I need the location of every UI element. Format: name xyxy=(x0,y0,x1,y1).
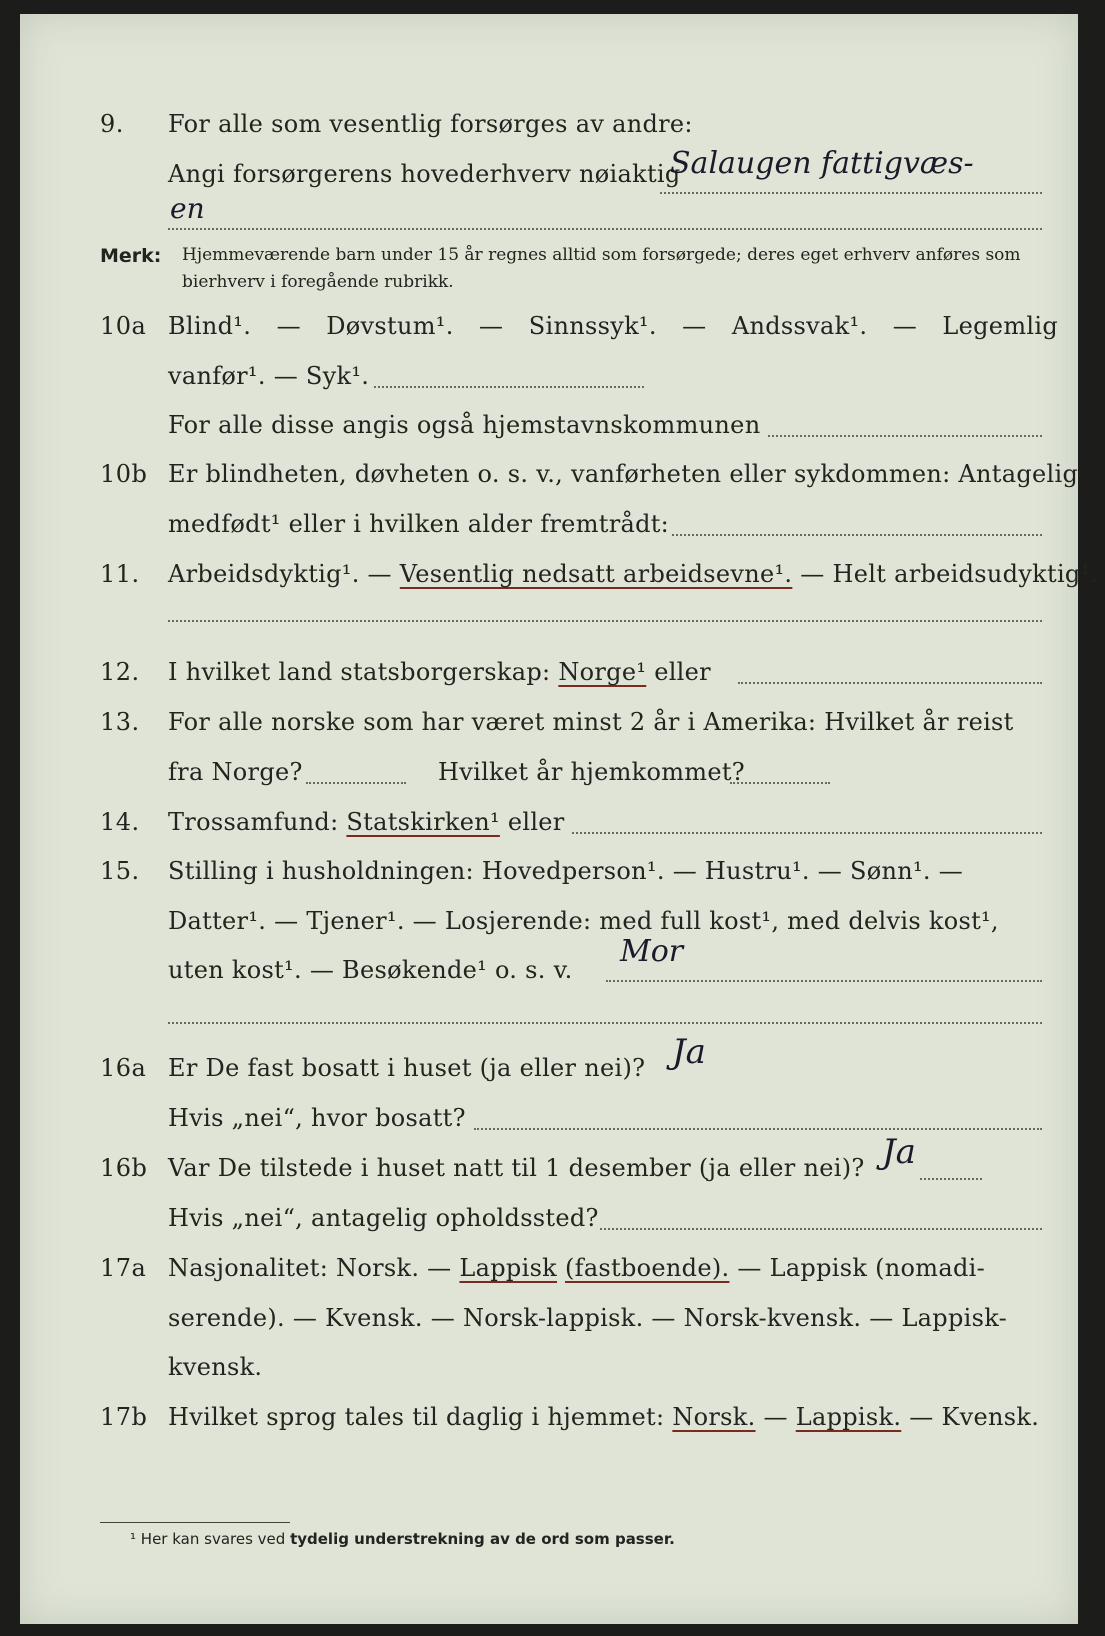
q17b-dash: — xyxy=(763,1403,788,1431)
q13-line2a: fra Norge? xyxy=(168,758,303,786)
q10b-number: 10b xyxy=(100,460,148,488)
footnote-mark: ¹ xyxy=(130,1530,137,1548)
q17b-question: Hvilket sprog tales til daglig i hjemmet: xyxy=(168,1403,665,1431)
q16a-line1: Er De fast bosatt i huset (ja eller nei)? xyxy=(168,1054,646,1082)
q9-line2-text: Angi forsørgerens hovederhverv nøiaktig xyxy=(168,160,681,188)
q12-eller: eller xyxy=(654,658,711,686)
q10a-word: Døvstum¹. xyxy=(326,312,454,340)
q16b-line2: Hvis „nei“, antagelig opholdssted? xyxy=(168,1204,599,1232)
q17b-line xyxy=(168,1403,1039,1431)
q9-line1: For alle som vesentlig forsørges av andre: xyxy=(168,110,693,138)
q9-handwritten-answer: Salaugen fattigvæs- xyxy=(670,146,974,181)
q16b-line1: Var De tilstede i huset natt til 1 desember (ja eller nei)? xyxy=(168,1154,865,1182)
q17a-lappisk-underlined: Lappisk xyxy=(459,1254,558,1282)
q12-question: I hvilket land statsborgerskap: xyxy=(168,658,551,686)
q14-line xyxy=(168,808,565,836)
q17a-line3: kvensk. xyxy=(168,1353,263,1381)
q10a-word: Blind¹. xyxy=(168,312,252,340)
q12-line xyxy=(168,658,711,686)
q17a-fastboende-underlined: (fastboende). xyxy=(564,1254,730,1282)
q16b-answer-line xyxy=(920,1178,982,1180)
q10a-answer-line-2 xyxy=(768,435,1042,437)
q13-number: 13. xyxy=(100,708,140,736)
q15-number: 15. xyxy=(100,857,140,885)
q10a-answer-line xyxy=(374,386,644,388)
q16b-number: 16b xyxy=(100,1154,148,1182)
merk-label: Merk: xyxy=(100,245,162,267)
q10a-word: Andssvak¹. xyxy=(731,312,868,340)
q10a-word: Legemlig xyxy=(942,312,1058,340)
q15-answer-line-2 xyxy=(168,1022,1042,1024)
q14-label: Trossamfund: xyxy=(168,808,339,836)
q12-number: 12. xyxy=(100,658,140,686)
q17a-label: Nasjonalitet: Norsk. — xyxy=(168,1254,452,1282)
footnote-rule xyxy=(100,1522,290,1523)
q15-line1: Stilling i husholdningen: Hovedperson¹. — Hustru¹. — Sønn¹. — xyxy=(168,857,964,885)
q10a-word: — xyxy=(276,312,301,340)
q10a-word: — xyxy=(892,312,918,340)
q13-answer-line-2 xyxy=(730,782,830,784)
q15-line3: uten kost¹. — Besøkende¹ o. s. v. xyxy=(168,956,573,984)
q10a-number: 10a xyxy=(100,312,147,340)
merk-text: Hjemmeværende barn under 15 år regnes alltid som forsørgede; deres eget erhverv anføres som bierhverv i foregående rubrikk. xyxy=(182,245,1021,292)
footnote-text-a: Her kan svares ved xyxy=(140,1530,286,1548)
q13-answer-line-1 xyxy=(306,782,406,784)
q9-handwritten-answer-2: en xyxy=(170,192,205,225)
census-form-page xyxy=(20,14,1099,1624)
q11-option-2-underlined: Vesentlig nedsatt arbeidsevne¹. xyxy=(399,560,793,588)
q10b-answer-line xyxy=(672,534,1042,536)
q13-line2b: Hvilket år hjemkommet? xyxy=(438,758,745,786)
q17a-number: 17a xyxy=(100,1254,147,1282)
q15-handwritten-answer: Mor xyxy=(620,934,684,969)
q16a-line2: Hvis „nei“, hvor bosatt? xyxy=(168,1104,466,1132)
q17a-line1 xyxy=(168,1254,985,1282)
footnote-text-b: tydelig understrekning av de ord som passer. xyxy=(290,1530,675,1548)
q12-answer-line xyxy=(738,682,1042,684)
q17a-line2: serende). — Kvensk. — Norsk-lappisk. — Norsk-kvensk. — Lappisk- xyxy=(168,1304,1008,1332)
q14-statskirken-underlined: Statskirken¹ xyxy=(346,808,500,836)
q17b-norsk-underlined: Norsk. xyxy=(672,1403,756,1431)
q10a-word: Sinnssyk¹. xyxy=(528,312,657,340)
q17a-rest: — Lappisk (nomadi- xyxy=(737,1254,986,1282)
q10b-line1: Er blindheten, døvheten o. s. v., vanførheten eller sykdommen: Antagelig xyxy=(168,460,1079,488)
q10a-word: — xyxy=(682,312,707,340)
q9-line2 xyxy=(168,160,681,188)
q10a-line1 xyxy=(168,312,1058,340)
q10a-line3: For alle disse angis også hjemstavnskommunen xyxy=(168,411,761,439)
q9-answer-line xyxy=(660,192,1042,194)
q17b-kvensk: — Kvensk. xyxy=(909,1403,1040,1431)
q17b-number: 17b xyxy=(100,1403,148,1431)
q14-number: 14. xyxy=(100,808,140,836)
q10b-line2: medfødt¹ eller i hvilken alder fremtrådt: xyxy=(168,510,670,538)
q16a-number: 16a xyxy=(100,1054,147,1082)
q16b-handwritten-answer: Ja xyxy=(882,1132,916,1172)
q11-number: 11. xyxy=(100,560,140,588)
q13-line1: For alle norske som har været minst 2 år i Amerika: Hvilket år reist xyxy=(168,708,1014,736)
q16a-handwritten-answer: Ja xyxy=(672,1032,706,1072)
q15-line2: Datter¹. — Tjener¹. — Losjerende: med full kost¹, med delvis kost¹, xyxy=(168,907,999,935)
q16a-answer-line xyxy=(474,1128,1042,1130)
q11-option-3: — Helt arbeidsudyktig¹. xyxy=(800,560,1099,588)
q11-line xyxy=(168,560,1098,588)
q14-answer-line xyxy=(572,832,1042,834)
footnote xyxy=(130,1530,675,1548)
q11-option-1: Arbeidsdyktig¹. — xyxy=(168,560,392,588)
q11-answer-line xyxy=(168,620,1042,622)
q10a-line2: vanfør¹. — Syk¹. xyxy=(168,362,370,390)
q10a-word: — xyxy=(479,312,504,340)
q9-answer-line-2 xyxy=(168,228,1042,230)
q12-norge-underlined: Norge¹ xyxy=(558,658,647,686)
q14-eller: eller xyxy=(507,808,565,836)
q15-answer-line xyxy=(606,980,1042,982)
q9-number: 9. xyxy=(100,110,124,138)
q16b-answer-line-2 xyxy=(600,1228,1042,1230)
q17b-lappisk-underlined: Lappisk. xyxy=(795,1403,902,1431)
